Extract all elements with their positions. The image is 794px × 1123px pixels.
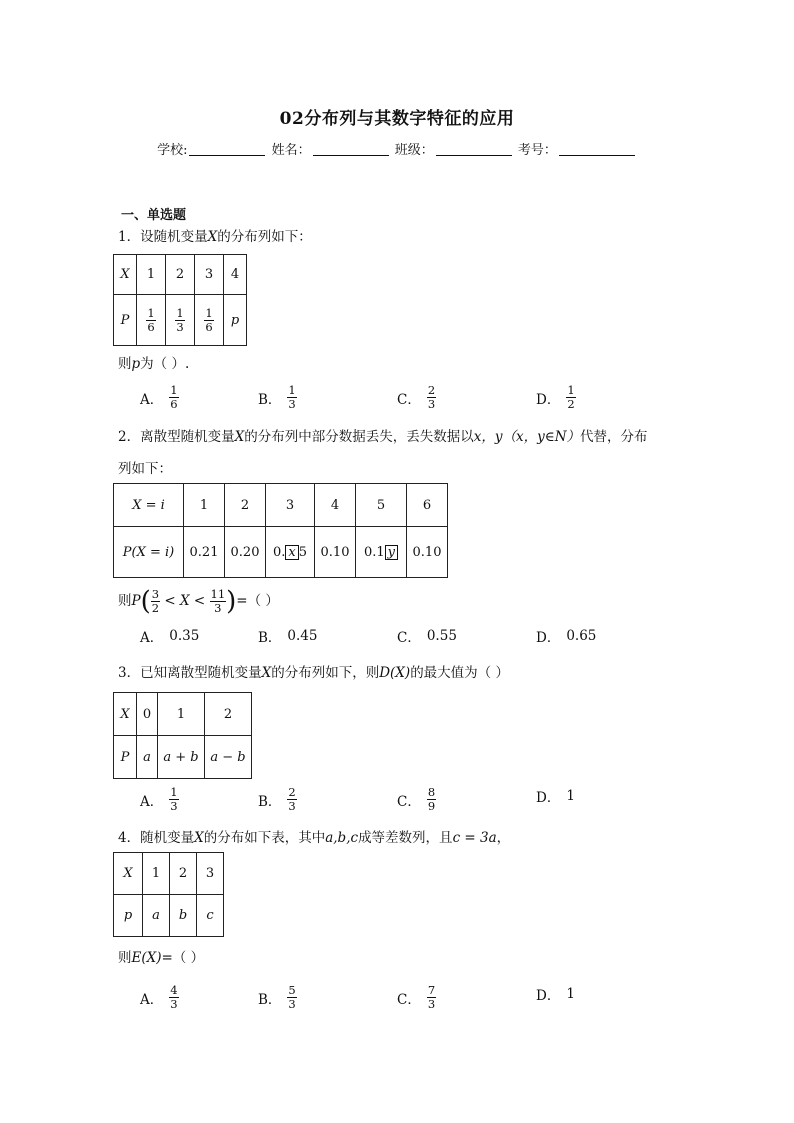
question-2-options bbox=[0, 626, 794, 656]
table-cell: 4 bbox=[224, 255, 247, 295]
student-info-line bbox=[0, 139, 794, 158]
question-3-stem: 3．已知离散型随机变量X的分布列如下，则D(X)的最大值为（ ） bbox=[118, 665, 509, 681]
stem-text: 的分布列如下： bbox=[217, 229, 312, 245]
exam-number-label: 考号： bbox=[517, 143, 557, 158]
table-head: X bbox=[114, 255, 137, 295]
option-c[interactable]: C． $\frac{8}{9}$ bbox=[397, 785, 436, 813]
table-cell: $\frac{1}{6}$ bbox=[137, 295, 166, 346]
question-4-stem: 4．随机变量X的分布如下表，其中a,b,c成等差数列，且c = 3a， bbox=[118, 830, 511, 846]
school-field[interactable] bbox=[189, 141, 265, 156]
table-head: P bbox=[114, 736, 137, 779]
table-head: X = i bbox=[114, 484, 184, 527]
table-cell: 0 bbox=[137, 693, 158, 736]
table-cell: 0.20 bbox=[225, 527, 266, 578]
question-2-stem: 2．离散型随机变量X的分布列中部分数据丢失，丢失数据以x，y（x，y∈N）代替，分布 bbox=[118, 429, 648, 445]
table-cell: a − b bbox=[205, 736, 252, 779]
table-cell: 3 bbox=[197, 853, 224, 895]
question-3-table bbox=[113, 692, 252, 779]
option-d[interactable]: D． 0.65 bbox=[536, 628, 597, 646]
table-cell: 0. x 5 bbox=[266, 527, 315, 578]
question-number: 1． bbox=[118, 229, 141, 245]
question-4-options bbox=[0, 984, 794, 1014]
table-cell: b bbox=[170, 895, 197, 937]
table-head: X bbox=[114, 693, 137, 736]
class-field[interactable] bbox=[436, 141, 512, 156]
missing-y-box: y bbox=[385, 545, 398, 560]
option-a[interactable]: A． $\frac{1}{6}$ bbox=[140, 383, 178, 411]
table-cell: 0.21 bbox=[184, 527, 225, 578]
table-cell: a bbox=[143, 895, 170, 937]
variable: X bbox=[207, 229, 218, 245]
table-cell: 3 bbox=[195, 255, 224, 295]
table-cell: a + b bbox=[158, 736, 205, 779]
table-cell: 5 bbox=[356, 484, 407, 527]
table-cell: 2 bbox=[166, 255, 195, 295]
table-head: P(X = i) bbox=[114, 527, 184, 578]
question-4-ask: 则E(X)=（ ） bbox=[118, 950, 205, 966]
question-2-stem-line2: 列如下： bbox=[118, 461, 172, 477]
table-head: p bbox=[114, 895, 143, 937]
section-heading: 一、单选题 bbox=[121, 208, 187, 223]
table-head: P bbox=[114, 295, 137, 346]
option-b[interactable]: B． $\frac{5}{3}$ bbox=[258, 983, 296, 1011]
question-1-table bbox=[113, 254, 247, 346]
option-b[interactable]: B． $\frac{2}{3}$ bbox=[258, 785, 296, 813]
table-cell: 2 bbox=[170, 853, 197, 895]
option-d[interactable]: D． 1 bbox=[536, 986, 575, 1004]
class-label: 班级： bbox=[394, 143, 434, 158]
question-2-table bbox=[113, 483, 448, 578]
table-cell: 1 bbox=[158, 693, 205, 736]
table-cell: 3 bbox=[266, 484, 315, 527]
table-cell: 0.1 y bbox=[356, 527, 407, 578]
option-a[interactable]: A． 0.35 bbox=[140, 628, 200, 646]
question-3-options bbox=[0, 786, 794, 816]
table-cell: c bbox=[197, 895, 224, 937]
page-title: 02分布列与其数字特征的应用 bbox=[279, 109, 515, 129]
school-label: 学校: bbox=[157, 143, 188, 158]
table-cell: 1 bbox=[137, 255, 166, 295]
option-c[interactable]: C． 0.55 bbox=[397, 628, 457, 646]
table-cell: 4 bbox=[315, 484, 356, 527]
option-a[interactable]: A． $\frac{1}{3}$ bbox=[140, 785, 178, 813]
table-cell: p bbox=[224, 295, 247, 346]
option-c[interactable]: C． $\frac{2}{3}$ bbox=[397, 383, 436, 411]
question-1-options bbox=[0, 384, 794, 414]
exam-number-field[interactable] bbox=[559, 141, 635, 156]
option-b[interactable]: B． 0.45 bbox=[258, 628, 318, 646]
question-1-stem bbox=[118, 227, 312, 247]
table-cell: 2 bbox=[205, 693, 252, 736]
table-cell: 1 bbox=[143, 853, 170, 895]
name-field[interactable] bbox=[313, 141, 389, 156]
table-cell: a bbox=[137, 736, 158, 779]
table-cell: 6 bbox=[407, 484, 448, 527]
missing-x-box: x bbox=[285, 545, 298, 560]
question-2-ask: 则P( $\frac{3}{2}$ < X < $\frac{11}{3}$ )=（ ） bbox=[118, 586, 279, 617]
question-1-ask: 则p为（ ）. bbox=[118, 356, 190, 372]
option-b[interactable]: B． $\frac{1}{3}$ bbox=[258, 383, 296, 411]
table-cell: 0.10 bbox=[315, 527, 356, 578]
table-cell: 2 bbox=[225, 484, 266, 527]
table-cell: $\frac{1}{3}$ bbox=[166, 295, 195, 346]
option-c[interactable]: C． $\frac{7}{3}$ bbox=[397, 983, 436, 1011]
stem-text: 设随机变量 bbox=[140, 229, 208, 245]
question-4-table bbox=[113, 852, 224, 937]
table-cell: $\frac{1}{6}$ bbox=[195, 295, 224, 346]
table-cell: 1 bbox=[184, 484, 225, 527]
option-a[interactable]: A． $\frac{4}{3}$ bbox=[140, 983, 178, 1011]
option-d[interactable]: D． 1 bbox=[536, 788, 575, 806]
table-head: X bbox=[114, 853, 143, 895]
option-d[interactable]: D． $\frac{1}{2}$ bbox=[536, 383, 575, 411]
name-label: 姓名： bbox=[271, 143, 311, 158]
table-cell: 0.10 bbox=[407, 527, 448, 578]
